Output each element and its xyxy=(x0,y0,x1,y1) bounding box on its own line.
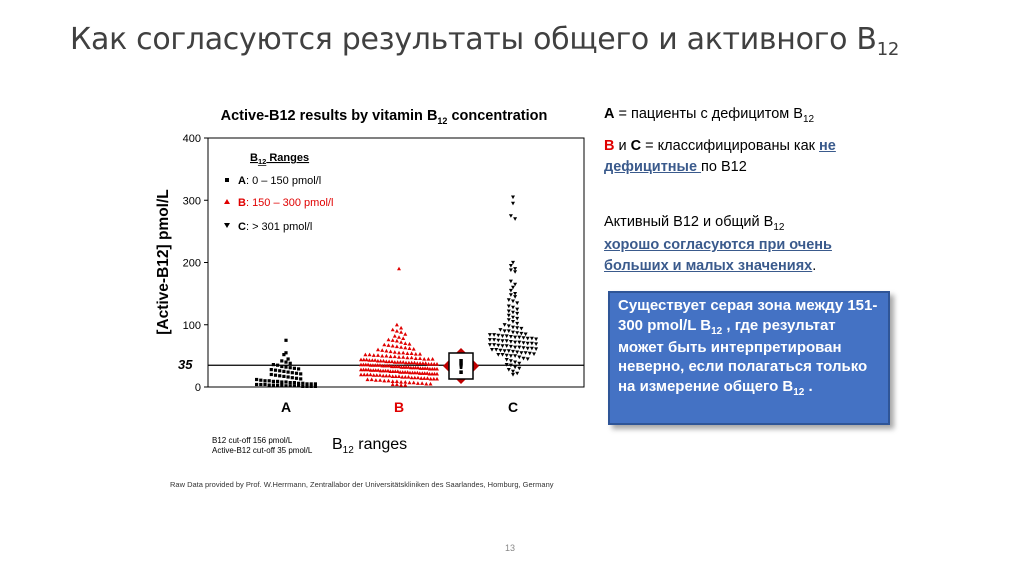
data-point-c xyxy=(507,324,511,328)
data-point-b xyxy=(372,353,376,357)
y-tick-label: 100 xyxy=(182,319,201,332)
data-point-b xyxy=(391,344,395,348)
data-point-a xyxy=(259,383,262,386)
data-point-b xyxy=(384,349,388,353)
data-point-c xyxy=(509,289,513,293)
data-point-c xyxy=(534,342,538,346)
data-point-a xyxy=(295,377,298,380)
data-point-a xyxy=(291,376,294,379)
data-point-c xyxy=(515,317,519,321)
data-point-c xyxy=(517,346,521,350)
data-point-c xyxy=(511,370,515,374)
data-point-c xyxy=(509,345,513,349)
data-point-c xyxy=(522,341,526,345)
data-point-b xyxy=(403,380,407,384)
data-point-b xyxy=(389,355,393,359)
data-point-c xyxy=(505,344,509,348)
data-point-c xyxy=(503,349,507,353)
data-point-a xyxy=(287,357,290,360)
data-point-c xyxy=(511,326,515,330)
data-point-c xyxy=(513,270,517,274)
data-point-c xyxy=(492,338,496,342)
data-point-c xyxy=(513,267,517,271)
data-point-c xyxy=(530,342,534,346)
data-point-a xyxy=(278,369,281,372)
data-point-b xyxy=(399,383,403,387)
data-point-a xyxy=(314,382,317,385)
data-point-c xyxy=(511,306,515,310)
legend-item-a xyxy=(225,175,321,187)
data-point-c xyxy=(494,348,498,352)
data-point-a xyxy=(276,364,279,367)
footnote-active-b12: Active-B12 cut-off 35 pmol/L xyxy=(212,446,313,455)
data-point-b xyxy=(378,373,382,377)
data-point-c xyxy=(511,373,515,377)
data-point-c xyxy=(488,333,492,337)
data-point-b xyxy=(420,381,424,385)
data-point-a xyxy=(259,379,262,382)
legend-marker-c xyxy=(224,223,230,228)
data-point-b xyxy=(412,381,416,385)
data-point-a xyxy=(282,375,285,378)
data-point-c xyxy=(511,300,515,304)
data-point-b xyxy=(403,375,407,379)
data-point-a xyxy=(297,367,300,370)
data-point-b xyxy=(395,323,399,327)
data-point-b xyxy=(426,376,430,380)
data-point-b xyxy=(391,338,395,342)
warning-symbol: ! xyxy=(456,355,466,379)
data-point-a xyxy=(255,383,258,386)
data-point-c xyxy=(513,361,517,365)
data-point-a xyxy=(284,366,287,369)
x-category-label: C xyxy=(507,399,519,415)
data-point-c xyxy=(498,349,502,353)
data-point-a xyxy=(297,382,300,385)
data-point-a xyxy=(284,380,287,383)
data-point-a xyxy=(282,370,285,373)
x-axis-label: $B_{12}$ ranges xyxy=(332,436,408,456)
data-point-c xyxy=(511,331,515,335)
data-point-b xyxy=(380,348,384,352)
data-point-b xyxy=(382,379,386,383)
x-category-label: A xyxy=(280,399,292,415)
data-point-b xyxy=(391,328,395,332)
data-point-c xyxy=(490,348,494,352)
legend-note-a: A = пациенты с дефицитом $B_{12}$ xyxy=(604,106,815,125)
data-point-c xyxy=(532,352,536,356)
data-point-b xyxy=(393,355,397,359)
y-tick-label: 300 xyxy=(182,195,201,208)
data-point-c xyxy=(511,311,515,315)
data-point-c xyxy=(511,320,515,324)
data-point-c xyxy=(509,335,513,339)
data-point-b xyxy=(403,332,407,336)
data-point-c xyxy=(515,308,519,312)
data-point-c xyxy=(526,347,530,351)
data-point-a xyxy=(268,384,271,387)
data-point-c xyxy=(509,280,513,284)
data-point-c xyxy=(522,336,526,340)
gray-zone-callout: Существует серая зона между 151-300 pmol/L $B_{12}$ , где результат может быть интерпретирован неверно, если полагаться только на измерение общего $B_{12}$ . xyxy=(608,291,890,425)
data-point-c xyxy=(492,333,496,337)
data-point-c xyxy=(515,322,519,326)
data-point-a xyxy=(276,384,279,387)
data-point-b xyxy=(387,379,391,383)
data-point-c xyxy=(515,372,519,376)
data-point-b xyxy=(389,350,393,354)
data-point-b xyxy=(399,380,403,384)
data-point-c xyxy=(507,314,511,318)
data-point-a xyxy=(289,362,292,365)
data-point-c xyxy=(501,353,505,357)
data-point-c xyxy=(515,301,519,305)
data-point-c xyxy=(534,347,538,351)
data-point-b xyxy=(401,360,405,364)
data-point-b xyxy=(387,338,391,342)
data-point-a xyxy=(270,373,273,376)
data-point-b xyxy=(399,330,403,334)
data-point-c xyxy=(496,334,500,338)
data-point-a xyxy=(284,361,287,364)
legend-note-bc: B и C = классифицированы как не дефицитные по B12 xyxy=(604,138,836,176)
data-point-a xyxy=(280,380,283,383)
data-point-a xyxy=(272,384,275,387)
data-point-b xyxy=(418,356,422,360)
data-point-c xyxy=(509,293,513,297)
data-point-b xyxy=(414,352,418,356)
data-point-b xyxy=(374,378,378,382)
data-point-b xyxy=(369,373,373,377)
data-point-a xyxy=(280,365,283,368)
data-point-c xyxy=(528,352,532,356)
data-point-c xyxy=(513,341,517,345)
data-point-b xyxy=(397,374,401,378)
source-note: Raw Data provided by Prof. W.Herrmann, Zentrallabor der Universitätskliniken des Saarlandes, Homburg, Germany xyxy=(170,480,554,489)
agreement-link[interactable]: хорошо согласуются при очень больших и малых значениях xyxy=(604,237,832,275)
data-point-b xyxy=(380,354,384,358)
data-point-c xyxy=(513,366,517,370)
data-point-a xyxy=(274,369,277,372)
data-point-b xyxy=(410,356,414,360)
data-point-c xyxy=(511,350,515,354)
data-point-c xyxy=(513,336,517,340)
data-point-c xyxy=(509,268,513,272)
data-point-c xyxy=(534,338,538,342)
data-point-b xyxy=(399,340,403,344)
data-point-c xyxy=(488,343,492,347)
data-point-c xyxy=(530,347,534,351)
data-point-b xyxy=(376,348,380,352)
data-point-c xyxy=(519,351,523,355)
data-point-b xyxy=(373,358,377,362)
data-point-c xyxy=(526,357,530,361)
data-point-b xyxy=(382,359,386,363)
data-point-b xyxy=(403,341,407,345)
data-point-b xyxy=(395,339,399,343)
data-point-c xyxy=(509,340,513,344)
data-point-b xyxy=(424,382,428,386)
data-point-b xyxy=(422,357,426,361)
data-point-a xyxy=(291,371,294,374)
data-point-c xyxy=(507,318,511,322)
data-point-c xyxy=(501,344,505,348)
data-point-b xyxy=(401,355,405,359)
data-point-c xyxy=(501,339,505,343)
data-point-b xyxy=(403,346,407,350)
chart-title: Active-B12 results by vitamin $B_{12}$ concentration xyxy=(220,108,548,126)
data-point-c xyxy=(511,286,515,290)
y-axis-label: [Active-B12] pmol/L xyxy=(155,189,172,335)
data-point-b xyxy=(384,354,388,358)
data-point-c xyxy=(513,295,517,299)
data-point-b xyxy=(397,335,401,339)
data-point-c xyxy=(522,346,526,350)
data-point-b xyxy=(397,267,401,271)
data-point-b xyxy=(435,362,439,366)
data-point-c xyxy=(517,336,521,340)
legend xyxy=(224,152,333,233)
data-point-c xyxy=(507,368,511,372)
data-point-b xyxy=(410,351,414,355)
data-point-a xyxy=(293,384,296,387)
legend-marker-a xyxy=(225,178,229,182)
y-tick-label: 400 xyxy=(182,133,201,145)
data-point-c xyxy=(498,328,502,332)
data-point-c xyxy=(511,202,515,206)
data-point-a xyxy=(299,377,302,380)
data-point-a xyxy=(305,382,308,385)
data-point-a xyxy=(295,372,298,375)
data-point-c xyxy=(501,334,505,338)
data-point-c xyxy=(524,351,528,355)
data-point-c xyxy=(507,298,511,302)
data-point-a xyxy=(280,359,283,362)
data-point-a xyxy=(268,379,271,382)
data-point-c xyxy=(522,357,526,361)
data-point-b xyxy=(384,374,388,378)
data-point-b xyxy=(391,383,395,387)
data-point-c xyxy=(517,341,521,345)
data-point-b xyxy=(432,377,436,381)
data-point-c xyxy=(507,349,511,353)
data-point-b xyxy=(359,373,363,377)
data-point-a xyxy=(270,368,273,371)
data-point-c xyxy=(509,354,513,358)
data-point-b xyxy=(401,351,405,355)
data-point-c xyxy=(511,261,515,265)
data-point-b xyxy=(376,353,380,357)
legend-item-b xyxy=(224,197,333,209)
data-point-b xyxy=(424,361,428,365)
data-point-b xyxy=(431,357,435,361)
data-point-b xyxy=(426,357,430,361)
data-point-b xyxy=(408,346,412,350)
data-point-b xyxy=(365,358,369,362)
y-tick-label: 200 xyxy=(182,257,201,270)
data-point-c xyxy=(519,332,523,336)
data-point-c xyxy=(505,358,509,362)
agreement-note: Активный B12 и общий $B_{12}$ хорошо согласуются при очень больших и малых значениях. xyxy=(604,214,832,275)
data-point-b xyxy=(395,383,399,387)
data-point-c xyxy=(507,310,511,314)
data-point-c xyxy=(509,214,513,218)
data-point-a xyxy=(293,367,296,370)
data-point-c xyxy=(513,292,517,296)
legend-label-b: B: 150 – 300 pmol/l xyxy=(238,197,334,209)
data-point-b xyxy=(435,377,439,381)
data-point-b xyxy=(363,353,367,357)
data-point-b xyxy=(405,356,409,360)
data-point-c xyxy=(505,334,509,338)
data-point-b xyxy=(366,378,370,382)
data-point-a xyxy=(287,371,290,374)
data-point-c xyxy=(511,196,515,200)
data-point-a xyxy=(272,363,275,366)
data-point-a xyxy=(310,382,313,385)
data-point-c xyxy=(488,338,492,342)
data-point-c xyxy=(524,333,528,337)
data-point-c xyxy=(496,339,500,343)
data-point-a xyxy=(276,380,279,383)
data-point-b xyxy=(407,375,411,379)
data-point-a xyxy=(263,383,266,386)
legend-label-a: A: 0 – 150 pmol/l xyxy=(238,175,322,187)
data-point-b xyxy=(422,376,426,380)
data-point-b xyxy=(412,347,416,351)
x-category-label: B xyxy=(393,399,405,415)
y-tick-label: 0 xyxy=(194,382,201,394)
data-point-a xyxy=(289,381,292,384)
not-deficient-link[interactable]: не дефицитные xyxy=(604,138,836,176)
data-point-b xyxy=(395,345,399,349)
data-point-c xyxy=(509,264,513,268)
data-point-c xyxy=(519,327,523,331)
data-point-b xyxy=(375,373,379,377)
data-point-c xyxy=(515,331,519,335)
data-point-c xyxy=(517,356,521,360)
data-point-b xyxy=(399,326,403,330)
data-point-a xyxy=(280,384,283,387)
data-point-b xyxy=(378,378,382,382)
data-point-c xyxy=(496,344,500,348)
data-point-b xyxy=(405,351,409,355)
x-axis-categories xyxy=(281,399,518,415)
data-point-a xyxy=(301,385,304,388)
data-point-c xyxy=(505,339,509,343)
data-point-a xyxy=(284,351,287,354)
data-point-b xyxy=(416,381,420,385)
data-point-b xyxy=(370,378,374,382)
data-point-b xyxy=(395,329,399,333)
data-point-c xyxy=(530,337,534,341)
data-point-c xyxy=(526,337,530,341)
data-point-b xyxy=(394,374,398,378)
data-point-b xyxy=(395,379,399,383)
data-point-a xyxy=(278,374,281,377)
cutoff-label: 35 xyxy=(178,357,193,373)
data-point-b xyxy=(393,334,397,338)
data-point-c xyxy=(492,343,496,347)
data-point-b xyxy=(397,355,401,359)
legend-title: $B_{12}$ Ranges xyxy=(250,152,310,166)
data-point-a xyxy=(284,339,287,342)
data-point-a xyxy=(289,384,292,387)
data-point-c xyxy=(505,354,509,358)
data-point-b xyxy=(408,342,412,346)
data-point-a xyxy=(284,384,287,387)
data-point-b xyxy=(401,336,405,340)
data-point-c xyxy=(513,217,517,221)
data-point-b xyxy=(390,360,394,364)
data-point-c xyxy=(503,323,507,327)
data-point-a xyxy=(299,372,302,375)
data-point-a xyxy=(263,379,266,382)
warning-icon xyxy=(443,348,479,384)
data-point-c xyxy=(513,346,517,350)
data-point-b xyxy=(388,374,392,378)
data-point-b xyxy=(393,350,397,354)
legend-item-c xyxy=(224,221,312,233)
data-point-a xyxy=(301,382,304,385)
data-point-b xyxy=(399,345,403,349)
data-point-a xyxy=(287,375,290,378)
data-point-c xyxy=(513,283,517,287)
data-point-b xyxy=(416,376,420,380)
data-point-c xyxy=(526,342,530,346)
legend-label-c: C: > 301 pmol/l xyxy=(238,221,313,233)
data-point-c xyxy=(515,312,519,316)
data-point-c xyxy=(513,354,517,358)
data-point-b xyxy=(368,353,372,357)
data-point-a xyxy=(255,378,258,381)
y-axis xyxy=(183,133,208,394)
data-point-c xyxy=(507,329,511,333)
data-point-b xyxy=(365,373,369,377)
data-point-b xyxy=(408,381,412,385)
data-point-b xyxy=(387,343,391,347)
data-point-c xyxy=(507,305,511,309)
slide-title: Как согласуются результаты общего и активного $B_{12}$ xyxy=(70,22,900,60)
data-point-c xyxy=(511,316,515,320)
data-point-a xyxy=(293,381,296,384)
data-point-b xyxy=(382,343,386,347)
legend-marker-b xyxy=(224,199,230,204)
page-number: 13 xyxy=(505,543,516,553)
data-point-a xyxy=(274,374,277,377)
footnote-b12: B12 cut-off 156 pmol/L xyxy=(212,436,293,445)
data-point-a xyxy=(272,380,275,383)
data-point-a xyxy=(289,366,292,369)
data-point-c xyxy=(496,353,500,357)
data-point-b xyxy=(418,352,422,356)
data-point-b xyxy=(391,379,395,383)
data-point-b xyxy=(414,356,418,360)
data-point-c xyxy=(517,367,521,371)
data-point-b xyxy=(413,376,417,380)
data-point-b xyxy=(413,361,417,365)
data-point-c xyxy=(509,359,513,363)
data-point-b xyxy=(435,372,439,376)
data-point-b xyxy=(403,383,407,387)
data-point-b xyxy=(397,351,401,355)
data-point-b xyxy=(429,382,433,386)
data-point-c xyxy=(515,326,519,330)
data-point-c xyxy=(503,329,507,333)
data-point-c xyxy=(515,351,519,355)
